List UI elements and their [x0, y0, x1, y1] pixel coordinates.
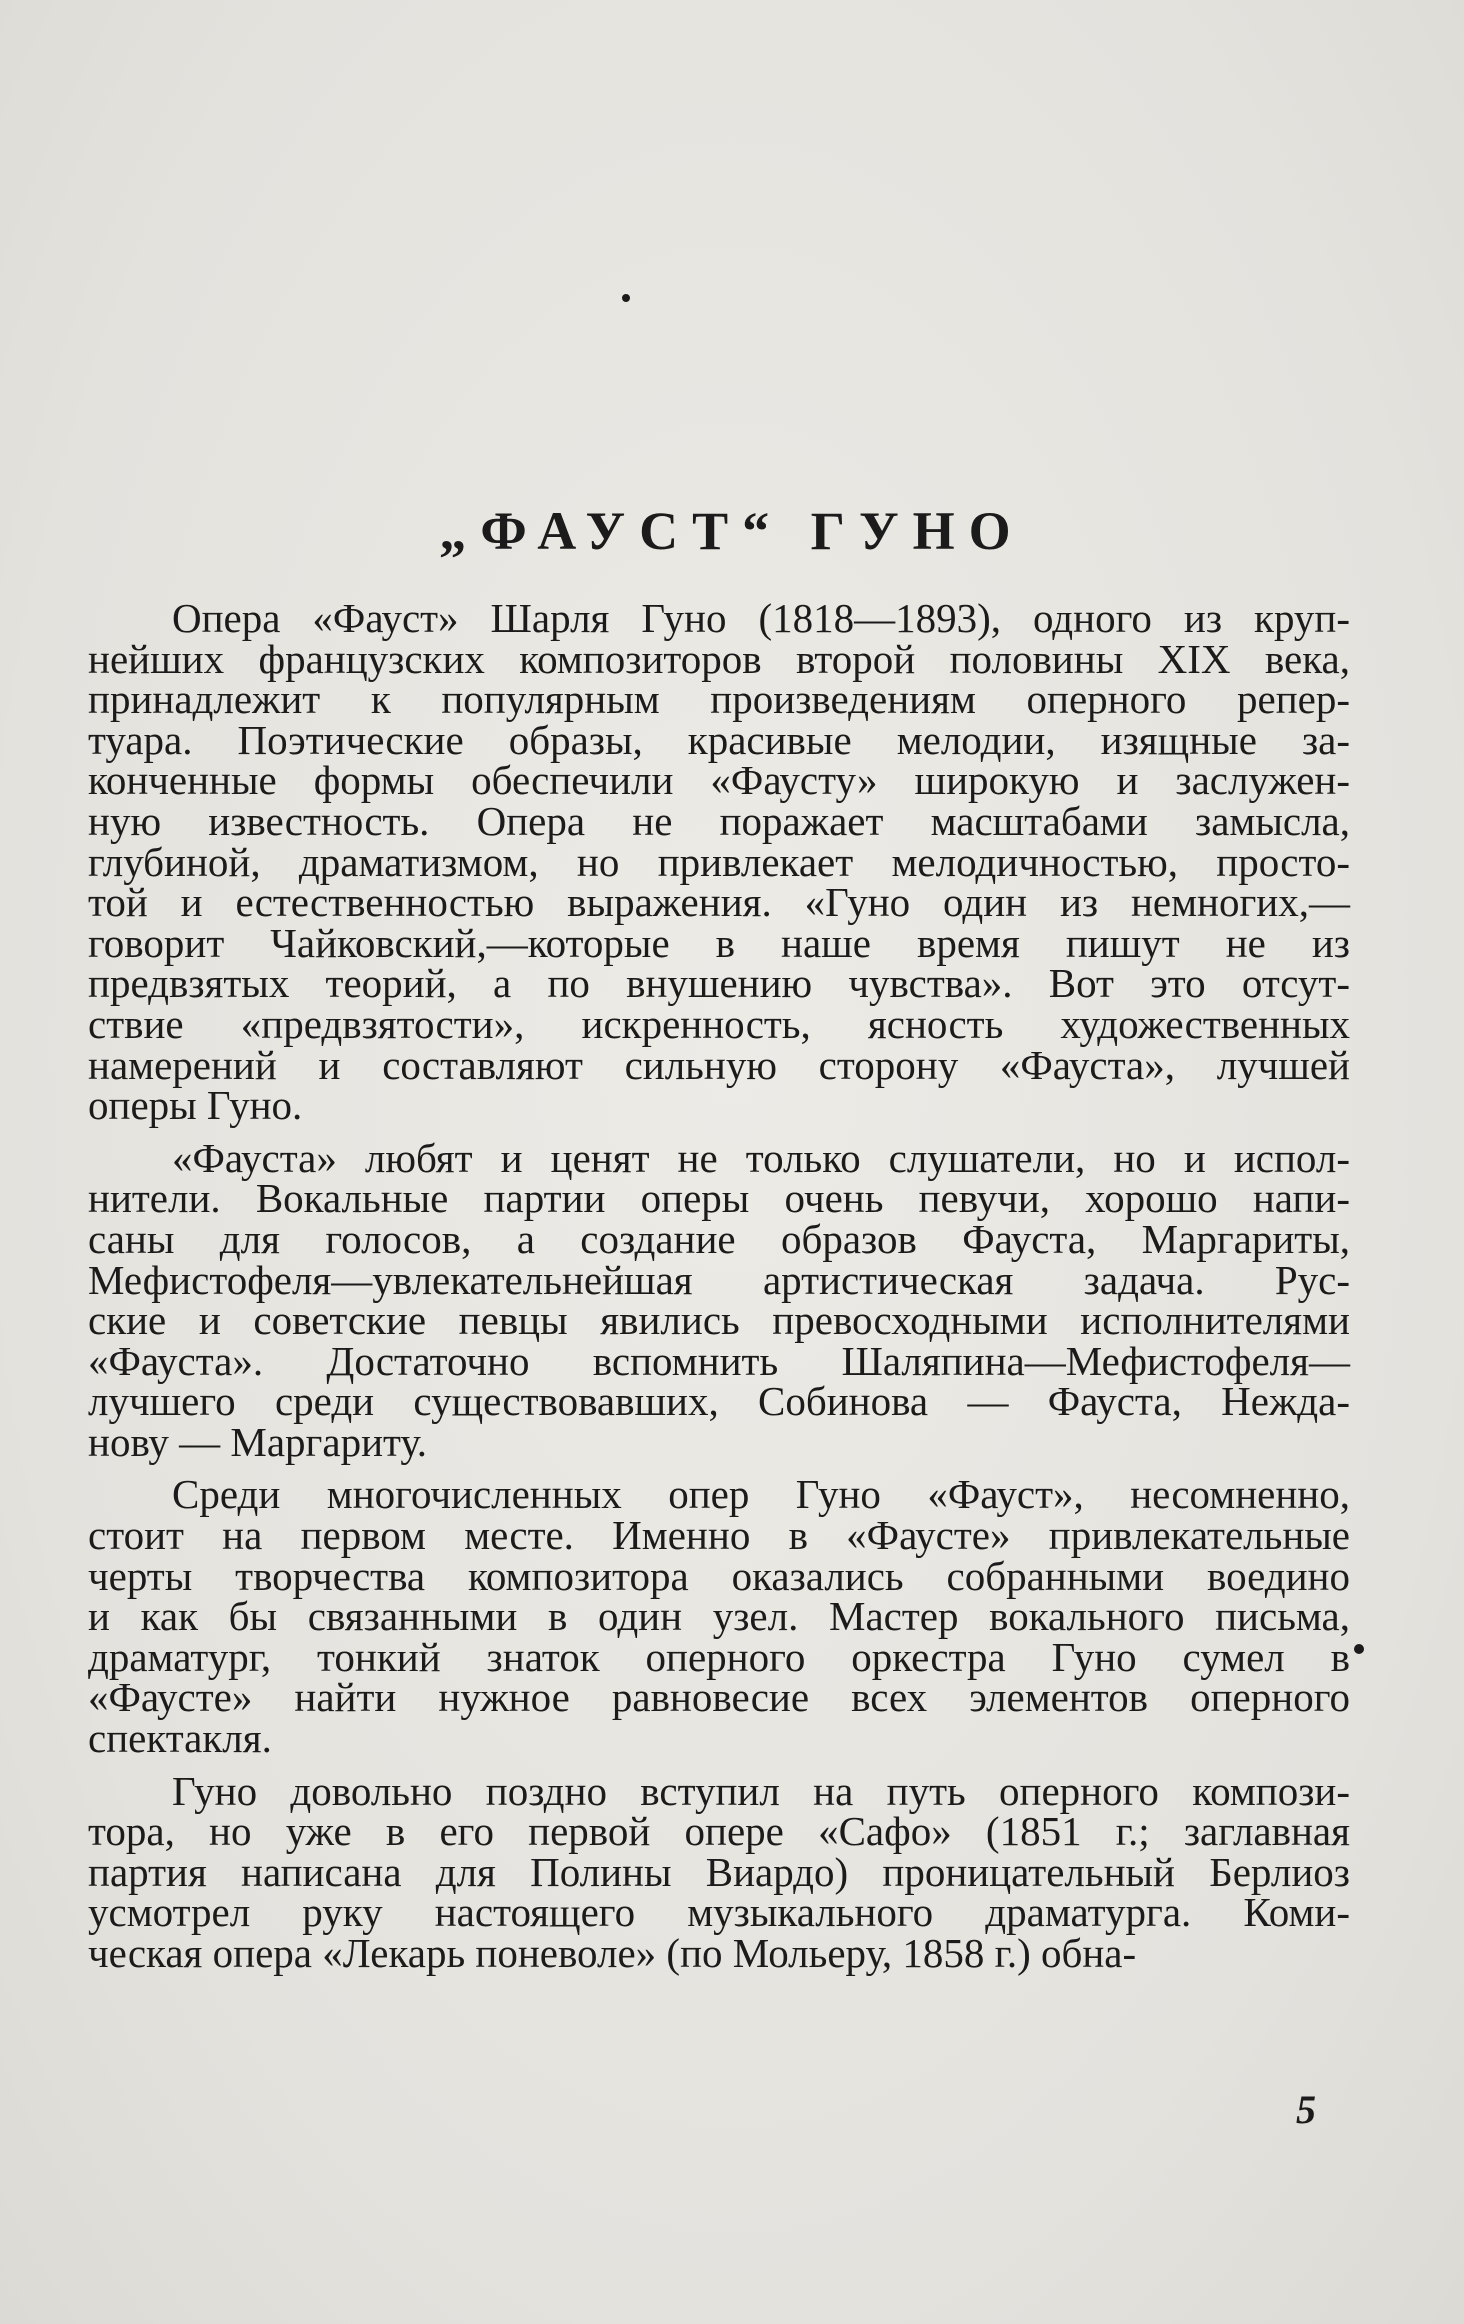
text-line: стоит на первом месте. Именно в «Фаусте» привлекательные [88, 1512, 1350, 1559]
text-line: спектакля. [88, 1715, 272, 1762]
text-line: говорит Чайковский,—которые в наше время пишут не из [88, 919, 1350, 966]
text-line: Гуно довольно поздно вступил на путь оперного компози- [172, 1767, 1350, 1814]
text-line: и как бы связанными в один узел. Мастер вокального письма, [88, 1593, 1350, 1640]
text-line: принадлежит к популярным произведениям оперного репер- [88, 676, 1350, 723]
text-line: ские и советские певцы явились превосходными исполнителями [88, 1297, 1350, 1344]
text-line: Мефистофеля—увлекательнейшая артистическая задача. Рус- [88, 1256, 1350, 1303]
paragraph [88, 595, 1350, 1129]
text-line: Среди многочисленных опер Гуно «Фауст», несомненно, [172, 1471, 1350, 1518]
text-line: партия написана для Полины Виардо) проницательный Берлиоз [88, 1848, 1350, 1895]
text-line: нейших французских композиторов второй половины XIX века, [88, 635, 1350, 682]
text-line: нители. Вокальные партии оперы очень певучи, хорошо напи- [88, 1175, 1350, 1222]
paragraph [88, 1471, 1350, 1762]
text-line: предвзятых теорий, а по внушению чувства». Вот это отсут- [88, 960, 1350, 1007]
page-number: 5 [1296, 2087, 1316, 2132]
ink-speck [622, 294, 630, 302]
text-line: «Фауста» любят и ценят не только слушатели, но и испол- [172, 1134, 1350, 1181]
text-line: глубиной, драматизмом, но привлекает мелодичностью, просто- [88, 838, 1350, 885]
text-line: тора, но уже в его первой опере «Сафо» (1851 г.; заглавная [88, 1808, 1350, 1855]
text-line: черты творчества композитора оказались собранными воедино [88, 1552, 1350, 1599]
text-line: оперы Гуно. [88, 1082, 303, 1129]
text-line: лучшего среди существовавших, Собинова — Фауста, Нежда- [88, 1378, 1350, 1425]
text-line: той и естественностью выражения. «Гуно один из немногих,— [88, 879, 1350, 926]
chapter-title: „ФАУСТ“ ГУНО [439, 501, 1025, 561]
text-line: конченные формы обеспечили «Фаусту» широкую и заслужен- [88, 757, 1350, 804]
text-line: ствие «предвзятости», искренность, ясность художественных [88, 1000, 1350, 1047]
paragraph [88, 1134, 1350, 1465]
paragraph [88, 1767, 1350, 1976]
chapter-body [88, 595, 1350, 1986]
text-line: саны для голосов, а создание образов Фауста, Маргариты, [88, 1215, 1350, 1262]
text-line: драматург, тонкий знаток оперного оркестра Гуно сумел в [88, 1633, 1350, 1680]
ink-speck [1354, 1644, 1364, 1654]
text-line: усмотрел руку настоящего музыкального драматурга. Коми- [88, 1889, 1350, 1936]
text-line: намерений и составляют сильную сторону «Фауста», лучшей [88, 1041, 1350, 1088]
text-line: «Фауста». Достаточно вспомнить Шаляпина—Мефистофеля— [88, 1337, 1350, 1384]
text-line: туара. Поэтические образы, красивые мелодии, изящные за- [88, 716, 1350, 763]
text-line: ческая опера «Лекарь поневоле» (по Мольеру, 1858 г.) обна- [88, 1930, 1137, 1976]
text-line: нову — Маргариту. [88, 1418, 428, 1465]
text-line: ную известность. Опера не поражает масштабами замысла, [88, 797, 1350, 844]
text-line: Опера «Фауст» Шарля Гуно (1818—1893), одного из круп- [172, 595, 1350, 641]
text-line: «Фаусте» найти нужное равновесие всех элементов оперного [88, 1674, 1350, 1721]
